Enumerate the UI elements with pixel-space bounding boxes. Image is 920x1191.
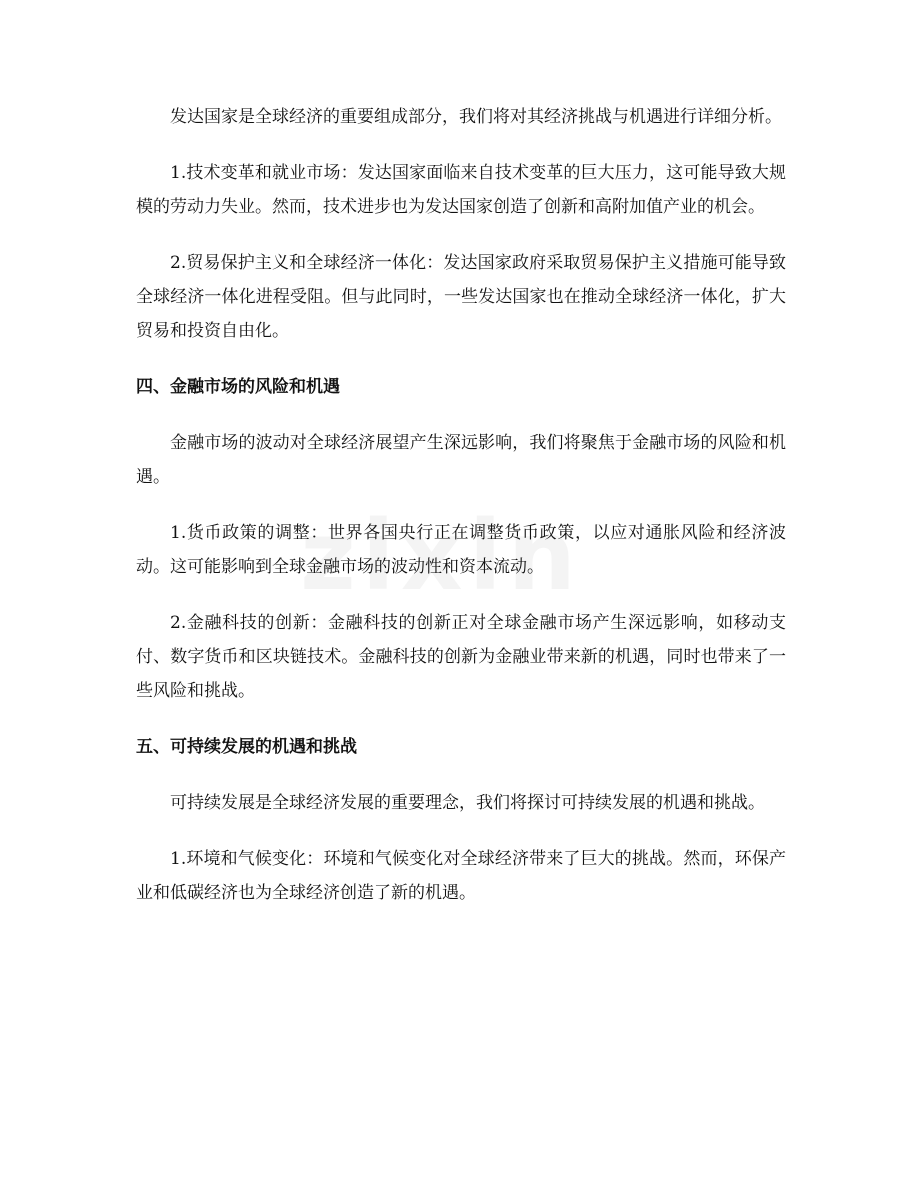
- sustainability-intro-paragraph: 可持续发展是全球经济发展的重要理念，我们将探讨可持续发展的机遇和挑战。: [170, 793, 765, 813]
- point-trade-protectionism: 2.贸易保护主义和全球经济一体化：发达国家政府采取贸易保护主义措施可能导致全球经济一体化进程受阻。但与此同时，一些发达国家也在推动全球经济一体化，扩大贸易和投资自由化。: [136, 253, 786, 341]
- point-climate-change: 1.环境和气候变化：环境和气候变化对全球经济带来了巨大的挑战。然而，环保产业和低碳经济也为全球经济创造了新的机遇。: [136, 849, 786, 903]
- section-heading-sustainability: 五、可持续发展的机遇和挑战: [136, 737, 357, 757]
- financial-intro-paragraph: 金融市场的波动对全球经济展望产生深远影响，我们将聚焦于金融市场的风险和机遇。: [136, 433, 786, 487]
- intro-paragraph: 发达国家是全球经济的重要组成部分，我们将对其经济挑战与机遇进行详细分析。: [170, 107, 782, 127]
- document-page: [136, 100, 786, 932]
- point-fintech: 2.金融科技的创新：金融科技的创新正对全球金融市场产生深远影响，如移动支付、数字货币和区块链技术。金融科技的创新为金融业带来新的机遇，同时也带来了一些风险和挑战。: [136, 613, 786, 701]
- section-heading-financial-markets: 四、金融市场的风险和机遇: [136, 377, 340, 397]
- point-monetary-policy: 1.货币政策的调整：世界各国央行正在调整货币政策，以应对通胀风险和经济波动。这可能影响到全球金融市场的波动性和资本流动。: [136, 523, 786, 577]
- point-tech-change: 1.技术变革和就业市场：发达国家面临来自技术变革的巨大压力，这可能导致大规模的劳动力失业。然而，技术进步也为发达国家创造了创新和高附加值产业的机会。: [136, 163, 786, 217]
